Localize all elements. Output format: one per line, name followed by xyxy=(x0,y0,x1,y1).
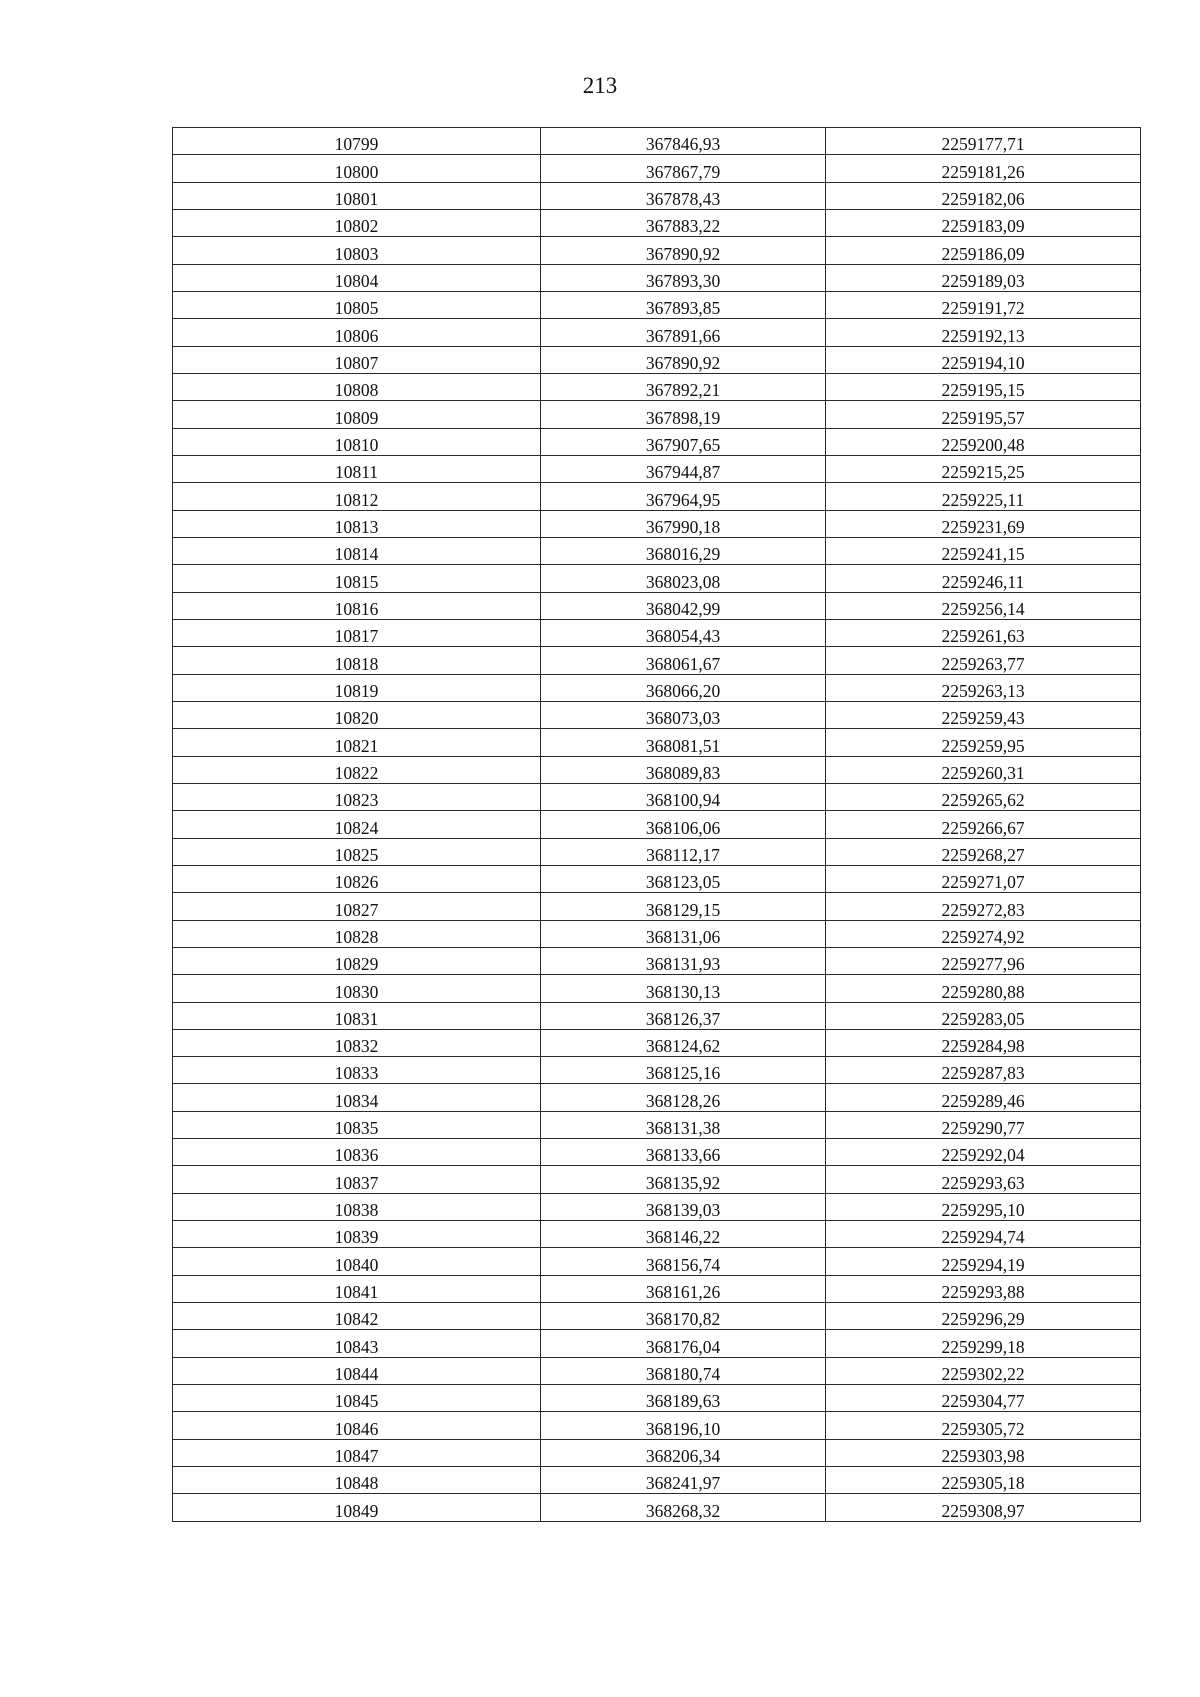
table-row xyxy=(173,291,1141,318)
table-row xyxy=(173,455,1141,482)
table-row xyxy=(173,975,1141,1002)
x-coordinate-cell: 367890,92 xyxy=(541,237,826,264)
point-number-cell: 10808 xyxy=(173,373,541,400)
x-coordinate-cell: 368206,34 xyxy=(541,1439,826,1466)
x-coordinate-cell: 368023,08 xyxy=(541,565,826,592)
point-number-cell: 10815 xyxy=(173,565,541,592)
y-coordinate-cell: 2259299,18 xyxy=(826,1330,1141,1357)
point-number-cell: 10836 xyxy=(173,1139,541,1166)
table-row xyxy=(173,182,1141,209)
table-row xyxy=(173,319,1141,346)
y-coordinate-cell: 2259263,77 xyxy=(826,647,1141,674)
point-number-cell: 10841 xyxy=(173,1275,541,1302)
y-coordinate-cell: 2259181,26 xyxy=(826,155,1141,182)
x-coordinate-cell: 367867,79 xyxy=(541,155,826,182)
y-coordinate-cell: 2259294,74 xyxy=(826,1221,1141,1248)
x-coordinate-cell: 368100,94 xyxy=(541,783,826,810)
y-coordinate-cell: 2259289,46 xyxy=(826,1084,1141,1111)
table-row xyxy=(173,729,1141,756)
table-row xyxy=(173,428,1141,455)
x-coordinate-cell: 367891,66 xyxy=(541,319,826,346)
x-coordinate-cell: 368196,10 xyxy=(541,1412,826,1439)
table-row xyxy=(173,783,1141,810)
x-coordinate-cell: 368061,67 xyxy=(541,647,826,674)
point-number-cell: 10801 xyxy=(173,182,541,209)
point-number-cell: 10818 xyxy=(173,647,541,674)
y-coordinate-cell: 2259256,14 xyxy=(826,592,1141,619)
x-coordinate-cell: 368081,51 xyxy=(541,729,826,756)
table-row xyxy=(173,1303,1141,1330)
y-coordinate-cell: 2259259,95 xyxy=(826,729,1141,756)
table-row xyxy=(173,565,1141,592)
table-row xyxy=(173,346,1141,373)
point-number-cell: 10844 xyxy=(173,1357,541,1384)
y-coordinate-cell: 2259272,83 xyxy=(826,893,1141,920)
y-coordinate-cell: 2259182,06 xyxy=(826,182,1141,209)
x-coordinate-cell: 368124,62 xyxy=(541,1029,826,1056)
x-coordinate-cell: 368016,29 xyxy=(541,537,826,564)
point-number-cell: 10824 xyxy=(173,811,541,838)
x-coordinate-cell: 368161,26 xyxy=(541,1275,826,1302)
table-row xyxy=(173,1248,1141,1275)
point-number-cell: 10811 xyxy=(173,455,541,482)
y-coordinate-cell: 2259195,57 xyxy=(826,401,1141,428)
point-number-cell: 10847 xyxy=(173,1439,541,1466)
x-coordinate-cell: 368241,97 xyxy=(541,1467,826,1494)
y-coordinate-cell: 2259266,67 xyxy=(826,811,1141,838)
point-number-cell: 10820 xyxy=(173,701,541,728)
y-coordinate-cell: 2259265,62 xyxy=(826,783,1141,810)
point-number-cell: 10834 xyxy=(173,1084,541,1111)
point-number-cell: 10809 xyxy=(173,401,541,428)
x-coordinate-cell: 368129,15 xyxy=(541,893,826,920)
x-coordinate-cell: 367898,19 xyxy=(541,401,826,428)
table-row xyxy=(173,537,1141,564)
x-coordinate-cell: 367944,87 xyxy=(541,455,826,482)
x-coordinate-cell: 368126,37 xyxy=(541,1002,826,1029)
y-coordinate-cell: 2259292,04 xyxy=(826,1139,1141,1166)
x-coordinate-cell: 367964,95 xyxy=(541,483,826,510)
point-number-cell: 10819 xyxy=(173,674,541,701)
point-number-cell: 10800 xyxy=(173,155,541,182)
x-coordinate-cell: 368073,03 xyxy=(541,701,826,728)
point-number-cell: 10814 xyxy=(173,537,541,564)
table-row xyxy=(173,237,1141,264)
table-row xyxy=(173,1467,1141,1494)
y-coordinate-cell: 2259271,07 xyxy=(826,865,1141,892)
y-coordinate-cell: 2259225,11 xyxy=(826,483,1141,510)
table-row xyxy=(173,1412,1141,1439)
table-row xyxy=(173,1439,1141,1466)
x-coordinate-cell: 368112,17 xyxy=(541,838,826,865)
x-coordinate-cell: 367893,30 xyxy=(541,264,826,291)
point-number-cell: 10832 xyxy=(173,1029,541,1056)
point-number-cell: 10823 xyxy=(173,783,541,810)
table-row xyxy=(173,1494,1141,1521)
x-coordinate-cell: 368042,99 xyxy=(541,592,826,619)
table-row xyxy=(173,483,1141,510)
table-row xyxy=(173,1385,1141,1412)
y-coordinate-cell: 2259304,77 xyxy=(826,1385,1141,1412)
point-number-cell: 10804 xyxy=(173,264,541,291)
point-number-cell: 10803 xyxy=(173,237,541,264)
y-coordinate-cell: 2259308,97 xyxy=(826,1494,1141,1521)
point-number-cell: 10831 xyxy=(173,1002,541,1029)
y-coordinate-cell: 2259195,15 xyxy=(826,373,1141,400)
point-number-cell: 10835 xyxy=(173,1111,541,1138)
table-row xyxy=(173,893,1141,920)
table-row xyxy=(173,674,1141,701)
x-coordinate-cell: 368176,04 xyxy=(541,1330,826,1357)
table-row xyxy=(173,1166,1141,1193)
point-number-cell: 10843 xyxy=(173,1330,541,1357)
y-coordinate-cell: 2259277,96 xyxy=(826,947,1141,974)
table-row xyxy=(173,128,1141,155)
y-coordinate-cell: 2259293,63 xyxy=(826,1166,1141,1193)
x-coordinate-cell: 368131,93 xyxy=(541,947,826,974)
y-coordinate-cell: 2259305,18 xyxy=(826,1467,1141,1494)
x-coordinate-cell: 368054,43 xyxy=(541,619,826,646)
point-number-cell: 10837 xyxy=(173,1166,541,1193)
point-number-cell: 10825 xyxy=(173,838,541,865)
x-coordinate-cell: 368170,82 xyxy=(541,1303,826,1330)
table-row xyxy=(173,1029,1141,1056)
table-row xyxy=(173,1084,1141,1111)
point-number-cell: 10842 xyxy=(173,1303,541,1330)
x-coordinate-cell: 368180,74 xyxy=(541,1357,826,1384)
x-coordinate-cell: 367990,18 xyxy=(541,510,826,537)
y-coordinate-cell: 2259259,43 xyxy=(826,701,1141,728)
y-coordinate-cell: 2259280,88 xyxy=(826,975,1141,1002)
table-row xyxy=(173,1193,1141,1220)
table-row xyxy=(173,1002,1141,1029)
table-row xyxy=(173,647,1141,674)
x-coordinate-cell: 368123,05 xyxy=(541,865,826,892)
point-number-cell: 10830 xyxy=(173,975,541,1002)
point-number-cell: 10810 xyxy=(173,428,541,455)
table-row xyxy=(173,811,1141,838)
table-row xyxy=(173,865,1141,892)
y-coordinate-cell: 2259283,05 xyxy=(826,1002,1141,1029)
x-coordinate-cell: 368146,22 xyxy=(541,1221,826,1248)
y-coordinate-cell: 2259290,77 xyxy=(826,1111,1141,1138)
table-row xyxy=(173,1139,1141,1166)
coordinates-table xyxy=(172,127,1141,1522)
x-coordinate-cell: 368156,74 xyxy=(541,1248,826,1275)
point-number-cell: 10829 xyxy=(173,947,541,974)
point-number-cell: 10812 xyxy=(173,483,541,510)
table-row xyxy=(173,756,1141,783)
point-number-cell: 10826 xyxy=(173,865,541,892)
y-coordinate-cell: 2259293,88 xyxy=(826,1275,1141,1302)
x-coordinate-cell: 368125,16 xyxy=(541,1057,826,1084)
table-row xyxy=(173,401,1141,428)
x-coordinate-cell: 368139,03 xyxy=(541,1193,826,1220)
y-coordinate-cell: 2259294,19 xyxy=(826,1248,1141,1275)
point-number-cell: 10802 xyxy=(173,209,541,236)
y-coordinate-cell: 2259296,29 xyxy=(826,1303,1141,1330)
table-row xyxy=(173,947,1141,974)
table-row xyxy=(173,619,1141,646)
point-number-cell: 10840 xyxy=(173,1248,541,1275)
y-coordinate-cell: 2259215,25 xyxy=(826,455,1141,482)
y-coordinate-cell: 2259261,63 xyxy=(826,619,1141,646)
x-coordinate-cell: 368089,83 xyxy=(541,756,826,783)
point-number-cell: 10838 xyxy=(173,1193,541,1220)
x-coordinate-cell: 368135,92 xyxy=(541,1166,826,1193)
x-coordinate-cell: 368066,20 xyxy=(541,674,826,701)
y-coordinate-cell: 2259295,10 xyxy=(826,1193,1141,1220)
point-number-cell: 10822 xyxy=(173,756,541,783)
table-row xyxy=(173,1357,1141,1384)
x-coordinate-cell: 368189,63 xyxy=(541,1385,826,1412)
page-number: 213 xyxy=(582,73,618,98)
y-coordinate-cell: 2259303,98 xyxy=(826,1439,1141,1466)
y-coordinate-cell: 2259246,11 xyxy=(826,565,1141,592)
x-coordinate-cell: 367893,85 xyxy=(541,291,826,318)
x-coordinate-cell: 367890,92 xyxy=(541,346,826,373)
x-coordinate-cell: 367892,21 xyxy=(541,373,826,400)
point-number-cell: 10805 xyxy=(173,291,541,318)
y-coordinate-cell: 2259194,10 xyxy=(826,346,1141,373)
point-number-cell: 10849 xyxy=(173,1494,541,1521)
point-number-cell: 10828 xyxy=(173,920,541,947)
x-coordinate-cell: 368128,26 xyxy=(541,1084,826,1111)
y-coordinate-cell: 2259263,13 xyxy=(826,674,1141,701)
coordinates-table-body xyxy=(173,128,1141,1522)
point-number-cell: 10817 xyxy=(173,619,541,646)
point-number-cell: 10799 xyxy=(173,128,541,155)
x-coordinate-cell: 368131,38 xyxy=(541,1111,826,1138)
table-row xyxy=(173,209,1141,236)
y-coordinate-cell: 2259200,48 xyxy=(826,428,1141,455)
x-coordinate-cell: 368268,32 xyxy=(541,1494,826,1521)
point-number-cell: 10821 xyxy=(173,729,541,756)
x-coordinate-cell: 368131,06 xyxy=(541,920,826,947)
table-row xyxy=(173,1057,1141,1084)
y-coordinate-cell: 2259287,83 xyxy=(826,1057,1141,1084)
x-coordinate-cell: 367907,65 xyxy=(541,428,826,455)
point-number-cell: 10848 xyxy=(173,1467,541,1494)
x-coordinate-cell: 368106,06 xyxy=(541,811,826,838)
table-row xyxy=(173,1111,1141,1138)
table-row xyxy=(173,592,1141,619)
point-number-cell: 10845 xyxy=(173,1385,541,1412)
y-coordinate-cell: 2259284,98 xyxy=(826,1029,1141,1056)
y-coordinate-cell: 2259241,15 xyxy=(826,537,1141,564)
y-coordinate-cell: 2259189,03 xyxy=(826,264,1141,291)
table-row xyxy=(173,1275,1141,1302)
table-row xyxy=(173,373,1141,400)
point-number-cell: 10807 xyxy=(173,346,541,373)
x-coordinate-cell: 368130,13 xyxy=(541,975,826,1002)
y-coordinate-cell: 2259183,09 xyxy=(826,209,1141,236)
y-coordinate-cell: 2259231,69 xyxy=(826,510,1141,537)
y-coordinate-cell: 2259268,27 xyxy=(826,838,1141,865)
table-row xyxy=(173,510,1141,537)
table-row xyxy=(173,838,1141,865)
table-row xyxy=(173,1330,1141,1357)
x-coordinate-cell: 367883,22 xyxy=(541,209,826,236)
y-coordinate-cell: 2259186,09 xyxy=(826,237,1141,264)
x-coordinate-cell: 367846,93 xyxy=(541,128,826,155)
table-row xyxy=(173,1221,1141,1248)
y-coordinate-cell: 2259305,72 xyxy=(826,1412,1141,1439)
point-number-cell: 10813 xyxy=(173,510,541,537)
point-number-cell: 10833 xyxy=(173,1057,541,1084)
y-coordinate-cell: 2259191,72 xyxy=(826,291,1141,318)
table-row xyxy=(173,264,1141,291)
point-number-cell: 10839 xyxy=(173,1221,541,1248)
table-row xyxy=(173,155,1141,182)
point-number-cell: 10816 xyxy=(173,592,541,619)
y-coordinate-cell: 2259274,92 xyxy=(826,920,1141,947)
point-number-cell: 10827 xyxy=(173,893,541,920)
y-coordinate-cell: 2259302,22 xyxy=(826,1357,1141,1384)
y-coordinate-cell: 2259192,13 xyxy=(826,319,1141,346)
y-coordinate-cell: 2259260,31 xyxy=(826,756,1141,783)
x-coordinate-cell: 367878,43 xyxy=(541,182,826,209)
y-coordinate-cell: 2259177,71 xyxy=(826,128,1141,155)
point-number-cell: 10846 xyxy=(173,1412,541,1439)
table-row xyxy=(173,920,1141,947)
point-number-cell: 10806 xyxy=(173,319,541,346)
x-coordinate-cell: 368133,66 xyxy=(541,1139,826,1166)
table-row xyxy=(173,701,1141,728)
